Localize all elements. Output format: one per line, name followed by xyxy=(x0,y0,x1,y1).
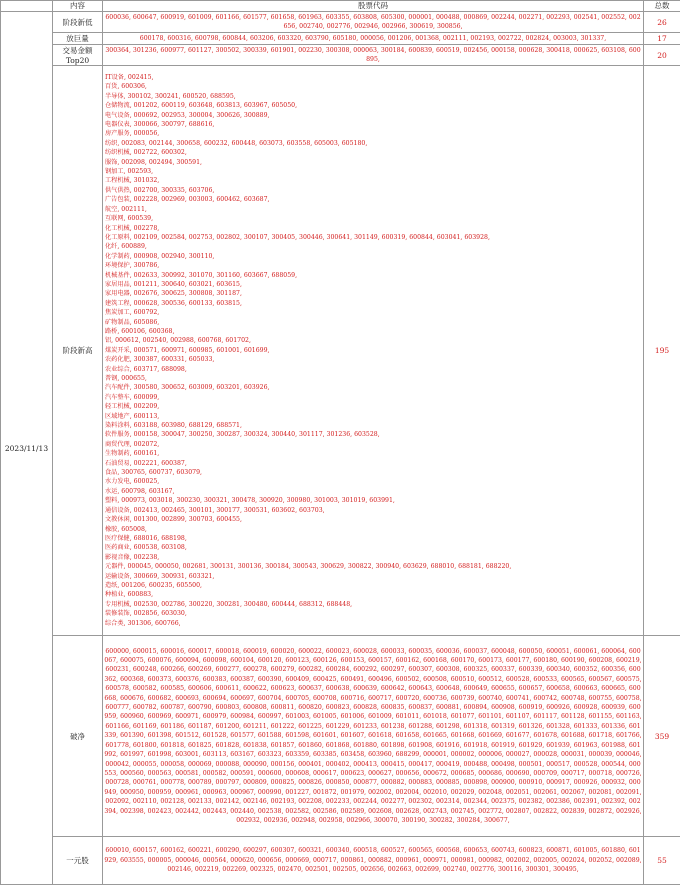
codes-cell: 600000, 600015, 600016, 600017, 600018, 600019, 600020, 600022, 600023, 600028, 600033, 600035, 600036, 600037, 600048, 600050, 600051, 600061, 600064, 600067, 600075, 600076, 600094, 600098, 600104, 600120, 600123, 600126, 600153, 600157, 600162, 600168, 600170, 600173, 600177, 600180, 600190, 600208, 600219, 600231, 600248, 600266, 600269, 600277, 600278, 600279, 600282, 600284, 600292, 600297, 600307, 600308, 600325, 600337, 600339, 600340, 600352, 600356, 600362, 600368, 600373, 600376, 600383, 600387, 600390, 600409, 600425, 600491, 600496, 600502, 600508, 600510, 600512, 600528, 600533, 600565, 600567, 600575, 600578, 600582, 600585, 600606, 600611, 600622, 600623, 600637, 600638, 600639, 600642, 600643, 600648, 600649, 600655, 600657, 600658, 600663, 600665, 600668, 600676, 600682, 600693, 600694, 600697, 600704, 600705, 600708, 600716, 600717, 600720, 600736, 600739, 600740, 600741, 600742, 600748, 600755, 600758, 600777, 600782, 600787, 600790, 600803, 600808, 600811, 600820, 600823, 600828, 600835, 600837, 600881, 600894, 600908, 600919, 600926, 600928, 600939, 600959, 600960, 600969, 600971, 600979, 600984, 600997, 601003, 601005, 601006, 601009, 601011, 601018, 601077, 601101, 601107, 601117, 601128, 601155, 601163, 601166, 601169, 601186, 601187, 601200, 601211, 601222, 601225, 601229, 601233, 601238, 601288, 601298, 601318, 601319, 601326, 601328, 601333, 601336, 601339, 601390, 601398, 601512, 601528, 601577, 601588, 601598, 601601, 601607, 601618, 601658, 601665, 601668, 601669, 601677, 601678, 601688, 601718, 601766, 601778, 601800, 601818, 601825, 601828, 601838, 601857, 601860, 601868, 601880, 601898, 601908, 601916, 601918, 601919, 601929, 601939, 601963, 601988, 601992, 601997, 601998, 603001, 603113, 603167, 603323, 603359, 603385, 603458, 603960, 688299, 000001, 000002, 000006, 000027, 000028, 000031, 000039, 000046, 000042, 000055, 000058, 000069, 000088, 000090, 000156, 000401, 000402, 000413, 000415, 000417, 000419, 000488, 000498, 000501, 000517, 000528, 000544, 000553, 000560, 000563, 000581, 000582, 000591, 000600, 000608, 000617, 000623, 000627, 000656, 000672, 000685, 000686, 000690, 000709, 000717, 000718, 000726, 000728, 000761, 000778, 000789, 000797, 000809, 000825, 000826, 000850, 000877, 000882, 000883, 000885, 000898, 000900, 000910, 000917, 000926, 000932, 000949, 000950, 000959, 000961, 000963, 000967, 000990, 001227, 001872, 001979, 002002, 002004, 002010, 002029, 002048, 002051, 002061, 002067, 002081, 002091, 002092, 002110, 002128, 002133, 002142, 002146, 002193, 002208, 002233, 002244, 002277, 002302, 002314, 002344, 002375, 002382, 002386, 002391, 002392, 002394, 002398, 002423, 002442, 002443, 002440, 002538, 002582, 002586, 002589, 002608, 002628, 002743, 002745, 002772, 002807, 002822, 002839, 002872, 002926, 002932, 002936, 002948, 002958, 002966, 300070, 300190, 300282, 300284, 300677, xyxy=(103,636,644,837)
codes-cell: 600178, 600316, 600798, 600844, 603206, 603320, 603790, 605180, 000056, 001206, 001368, 002111, 002193, 002722, 002824, 003003, 301337, xyxy=(103,33,644,45)
industry-line: 医药商业, 600538, 603108, xyxy=(105,543,642,552)
industry-line: 元器件, 000045, 000050, 002681, 300131, 300136, 300184, 300543, 300629, 300822, 300940, 603629, 688010, 688181, 688220, xyxy=(105,562,642,571)
industry-line: 区域地产, 600113, xyxy=(105,412,642,421)
industry-line: 橡胶, 605008, xyxy=(105,525,642,534)
industry-line: 仓储物流, 001202, 600119, 603648, 603813, 603967, 605050, xyxy=(105,101,642,110)
count-cell: 20 xyxy=(644,45,680,66)
industry-line: 专用机械, 002530, 002786, 300220, 300281, 300480, 600444, 688312, 688448, xyxy=(105,600,642,609)
count-cell: 195 xyxy=(644,66,680,636)
industry-line: 综合类, 301306, 600766, xyxy=(105,619,642,628)
industry-line: 造纸, 001206, 600235, 605500, xyxy=(105,581,642,590)
industry-line: 轻工机械, 002209, xyxy=(105,402,642,411)
industry-line: 影视音像, 002238, xyxy=(105,553,642,562)
industry-line: 软件服务, 000158, 300047, 300250, 300287, 300324, 300440, 301117, 301236, 603528, xyxy=(105,430,642,439)
industry-line: 通信设备, 002413, 002465, 300101, 300177, 300531, 603602, 603703, xyxy=(105,506,642,515)
industry-line: 纺织, 002083, 002144, 300658, 600232, 600448, 603073, 603558, 605003, 605180, xyxy=(105,139,642,148)
category-cell: 交易金额Top20 xyxy=(53,45,103,66)
industry-line: 广告包装, 002228, 002969, 003003, 600462, 603687, xyxy=(105,195,642,204)
industry-line: 商贸代理, 002072, xyxy=(105,440,642,449)
industry-line: 机械基件, 002633, 300992, 301070, 301160, 603667, 688059, xyxy=(105,271,642,280)
industry-line: 染料涂料, 603188, 603980, 688129, 688571, xyxy=(105,421,642,430)
industry-line: 供气供热, 002700, 300335, 603706, xyxy=(105,186,642,195)
industry-line: 半导体, 300102, 300241, 600520, 688595, xyxy=(105,92,642,101)
count-cell: 55 xyxy=(644,837,680,885)
industry-line: 文教休闲, 001300, 002899, 300703, 600455, xyxy=(105,515,642,524)
industry-line: 水力发电, 600025, xyxy=(105,477,642,486)
industry-line: 汽车整车, 600099, xyxy=(105,393,642,402)
industry-line: 运输设备, 300669, 300931, 603321, xyxy=(105,572,642,581)
table-row xyxy=(1,66,680,636)
industry-line: 食品, 300765, 600737, 603079, xyxy=(105,468,642,477)
industry-line: 普钢, 000655, xyxy=(105,374,642,383)
count-cell: 26 xyxy=(644,12,680,33)
count-cell: 17 xyxy=(644,33,680,45)
codes-cell: 600010, 600157, 600162, 600221, 600290, 600297, 600307, 600321, 600340, 600518, 600527, 600565, 600568, 600653, 600743, 600823, 600871, 601005, 601880, 601929, 603555, 000005, 000046, 000564, 000620, 000656, 000669, 000717, 000861, 000882, 000961, 000971, 000981, 000982, 002002, 002005, 002024, 002052, 002089, 002146, 002219, 002269, 002325, 002470, 002501, 002505, 002656, 002663, 002699, 002740, 002776, 300116, 300301, 300495, xyxy=(103,837,644,885)
industry-line: 石油贸易, 002221, 600387, xyxy=(105,459,642,468)
category-cell: 阶段新高 xyxy=(53,66,103,636)
industry-line: 化工机械, 002278, xyxy=(105,224,642,233)
industry-line: 焦炭加工, 600792, xyxy=(105,308,642,317)
industry-line: 电气设备, 000692, 002953, 300004, 300626, 300889, xyxy=(105,111,642,120)
industry-line: 钢加工, 002593, xyxy=(105,167,642,176)
industry-line: 化学制药, 000908, 002940, 300110, xyxy=(105,252,642,261)
industry-line: 农业综合, 603717, 688098, xyxy=(105,365,642,374)
table-row xyxy=(1,837,680,885)
codes-cell: 300364, 301236, 600977, 601127, 300502, 300339, 601901, 002230, 300308, 000063, 300184, 600839, 600519, 002456, 000158, 000628, 300418, 000625, 603108, 600895, xyxy=(103,45,644,66)
industry-line: 水运, 600798, 603167, xyxy=(105,487,642,496)
industry-line: 电器仪表, 300066, 300797, 688616, xyxy=(105,120,642,129)
industry-line: 建筑工程, 000628, 300536, 600133, 603815, xyxy=(105,299,642,308)
industry-line: 铝, 000612, 002540, 002988, 600768, 601702, xyxy=(105,336,642,345)
industry-line: 纺织机械, 002722, 600302, xyxy=(105,148,642,157)
industry-line: IT设备, 002415, xyxy=(105,73,642,82)
table-row xyxy=(1,636,680,837)
header-row xyxy=(1,1,680,12)
table-row xyxy=(1,33,680,45)
industry-line: 工程机械, 301032, xyxy=(105,176,642,185)
category-cell: 一元股 xyxy=(53,837,103,885)
industry-line: 矿物制品, 605086, xyxy=(105,318,642,327)
industry-line: 环境保护, 300786, xyxy=(105,261,642,270)
category-cell: 放巨量 xyxy=(53,33,103,45)
industry-line: 航空, 002111, xyxy=(105,205,642,214)
industry-line: 家居用品, 001211, 300640, 603021, 603615, xyxy=(105,280,642,289)
industry-line: 塑料, 000973, 003018, 300230, 300321, 300478, 300920, 300980, 301003, 301019, 603991, xyxy=(105,496,642,505)
content-header: 内容 xyxy=(53,1,103,12)
industry-line: 互联网, 600539, xyxy=(105,214,642,223)
date-header xyxy=(1,1,53,12)
count-header: 总数 xyxy=(644,1,680,12)
industry-line: 煤炭开采, 000571, 600971, 600985, 601001, 601699, xyxy=(105,346,642,355)
industry-line: 百货, 600306, xyxy=(105,82,642,91)
industry-line: 种植业, 600883, xyxy=(105,590,642,599)
industry-line: 化工原料, 002109, 002584, 002753, 002802, 300107, 300405, 300446, 300641, 301149, 600319, 600844, 603041, 603928, xyxy=(105,233,642,242)
industry-line: 医疗保健, 688016, 688198, xyxy=(105,534,642,543)
count-cell: 359 xyxy=(644,636,680,837)
industry-codes-cell xyxy=(103,66,644,636)
industry-line: 化纤, 600889, xyxy=(105,242,642,251)
industry-line: 农药化肥, 300387, 600331, 605033, xyxy=(105,355,642,364)
codes-cell: 600036, 600647, 600919, 601009, 601166, 601577, 601658, 601963, 603355, 603808, 605300, 000001, 000488, 000869, 002244, 002271, 002293, 002541, 002552, 002656, 002740, 002776, 002946, 002966, 300619, 300856, xyxy=(103,12,644,33)
industry-line: 服饰, 002098, 002494, 300591, xyxy=(105,158,642,167)
industry-line: 家用电器, 002676, 300625, 300808, 301187, xyxy=(105,289,642,298)
codes-header: 股票代码 xyxy=(103,1,644,12)
table-row xyxy=(1,12,680,33)
industry-line: 房产服务, 000056, xyxy=(105,129,642,138)
industry-line: 路桥, 600106, 600368, xyxy=(105,327,642,336)
category-cell: 破净 xyxy=(53,636,103,837)
industry-line: 汽车配件, 300580, 300652, 603009, 603201, 603926, xyxy=(105,383,642,392)
industry-line: 装修装饰, 002856, 603030, xyxy=(105,609,642,618)
table-row xyxy=(1,45,680,66)
category-cell: 阶段新低 xyxy=(53,12,103,33)
industry-line: 生物制药, 600161, xyxy=(105,449,642,458)
date-cell: 2023/11/13 xyxy=(1,12,53,885)
